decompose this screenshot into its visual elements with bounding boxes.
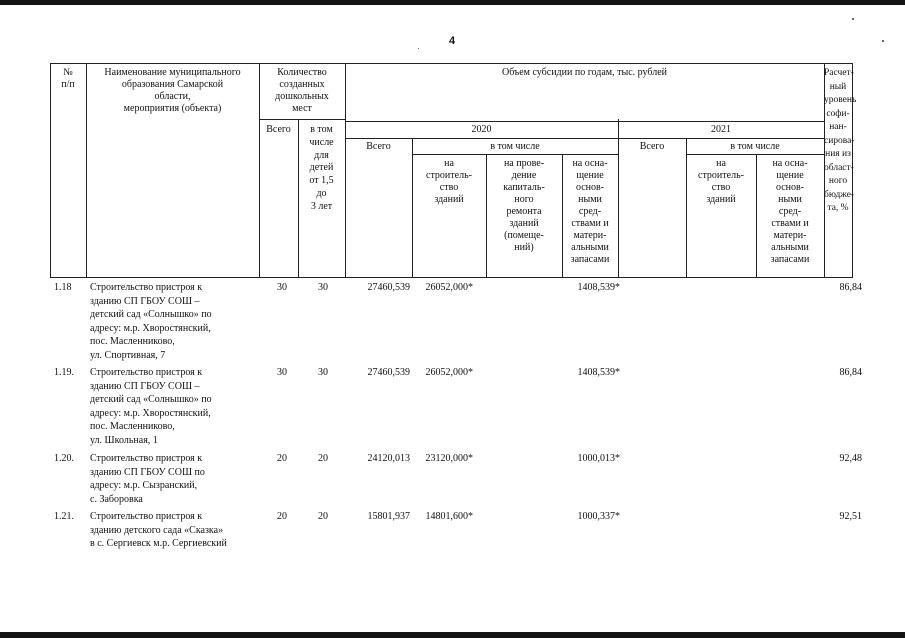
- header-places-total: Всего: [266, 124, 291, 135]
- row-cofinancing-level: 92,51: [839, 511, 862, 522]
- grid-line: [50, 277, 852, 278]
- header-construction-2021: на строитель- ство зданий: [698, 158, 744, 205]
- row-places-kids: 20: [318, 511, 328, 522]
- row-object-name: Строительство пристроя к зданию детского сада «Сказка» в с. Сергиевск м.р. Сергиевский: [90, 511, 227, 549]
- header-equipment-2020: на осна- щение основ- ными сред- ствами и матери- альными запасами: [570, 158, 610, 265]
- header-incl-2021: в том числе: [730, 141, 780, 152]
- row-number: 1.21.: [54, 511, 74, 522]
- header-places-kids: в том числе для детей от 1,5 до 3 лет: [309, 124, 334, 212]
- header-name: Наименование муниципального образования Самарской области, мероприятия (объекта): [104, 67, 241, 114]
- header-num: № п/п: [61, 67, 75, 90]
- row-object-name: Строительство пристроя к зданию СП ГБОУ СОШ – детский сад «Солнышко» по адресу: м.р. Хворостянский, пос. Масленниково, ул. Спортивная, 7: [90, 282, 212, 361]
- table-header: [50, 63, 857, 278]
- row-construction-2020: 23120,000*: [425, 453, 473, 464]
- row-total-2020: 27460,539: [367, 282, 410, 293]
- header-construction-2020: на строитель- ство зданий: [426, 158, 472, 205]
- row-total-2020: 15801,937: [367, 511, 410, 522]
- scan-speck: [852, 18, 854, 20]
- header-cofinancing-level: Расчет- ный уровень софи- нан- сирова- ния из област- ного бюдже- та, %: [824, 68, 857, 213]
- row-equipment-2020: 1408,539*: [577, 282, 620, 293]
- row-construction-2020: 14801,600*: [425, 511, 473, 522]
- grid-line: [346, 138, 824, 139]
- row-places-total: 20: [277, 511, 287, 522]
- grid-line: [50, 63, 852, 64]
- row-equipment-2020: 1408,539*: [577, 367, 620, 378]
- row-total-2020: 27460,539: [367, 367, 410, 378]
- page-number: 4: [449, 35, 456, 47]
- row-equipment-2020: 1000,337*: [577, 511, 620, 522]
- row-places-kids: 20: [318, 453, 328, 464]
- scan-speck: [882, 40, 884, 42]
- grid-line: [260, 119, 346, 120]
- row-cofinancing-level: 86,84: [839, 367, 862, 378]
- grid-line: [686, 154, 824, 155]
- row-construction-2020: 26052,000*: [425, 367, 473, 378]
- row-equipment-2020: 1000,013*: [577, 453, 620, 464]
- row-number: 1.18: [54, 282, 72, 293]
- scan-top-border: [0, 0, 905, 5]
- header-equipment-2021: на осна- щение основ- ными сред- ствами и матери- альными запасами: [770, 158, 810, 265]
- row-number: 1.19.: [54, 367, 74, 378]
- row-cofinancing-level: 92,48: [839, 453, 862, 464]
- header-year-2021: 2021: [711, 124, 731, 135]
- header-subsidy: Объем субсидии по годам, тыс. рублей: [502, 67, 667, 78]
- row-object-name: Строительство пристроя к зданию СП ГБОУ СОШ по адресу: м.р. Сызранский, с. Заборовка: [90, 453, 205, 505]
- row-construction-2020: 26052,000*: [425, 282, 473, 293]
- header-total-2020: Всего: [366, 141, 391, 152]
- row-total-2020: 24120,013: [367, 453, 410, 464]
- scan-speck: [418, 48, 419, 49]
- row-cofinancing-level: 86,84: [839, 282, 862, 293]
- row-places-total: 30: [277, 367, 287, 378]
- grid-line: [345, 63, 346, 278]
- header-total-2021: Всего: [639, 141, 665, 152]
- header-places: Количество созданных дошкольных мест: [275, 67, 329, 114]
- row-places-total: 30: [277, 282, 287, 293]
- grid-line: [412, 154, 618, 155]
- scan-bottom-border: [0, 632, 905, 638]
- grid-line: [50, 63, 51, 278]
- header-repair-2020: на прове- дение капиталь- ного ремонта зданий (помеще- ний): [503, 158, 545, 253]
- row-number: 1.20.: [54, 453, 74, 464]
- row-places-kids: 30: [318, 367, 328, 378]
- header-year-2020: 2020: [471, 124, 492, 135]
- grid-line: [346, 121, 824, 122]
- row-object-name: Строительство пристроя к зданию СП ГБОУ СОШ – детский сад «Солнышко» по адресу: м.р. Хворостянский, пос. Масленниково, ул. Школьная, 1: [90, 367, 212, 446]
- header-incl-2020: в том числе: [490, 141, 540, 152]
- row-places-kids: 30: [318, 282, 328, 293]
- row-places-total: 20: [277, 453, 287, 464]
